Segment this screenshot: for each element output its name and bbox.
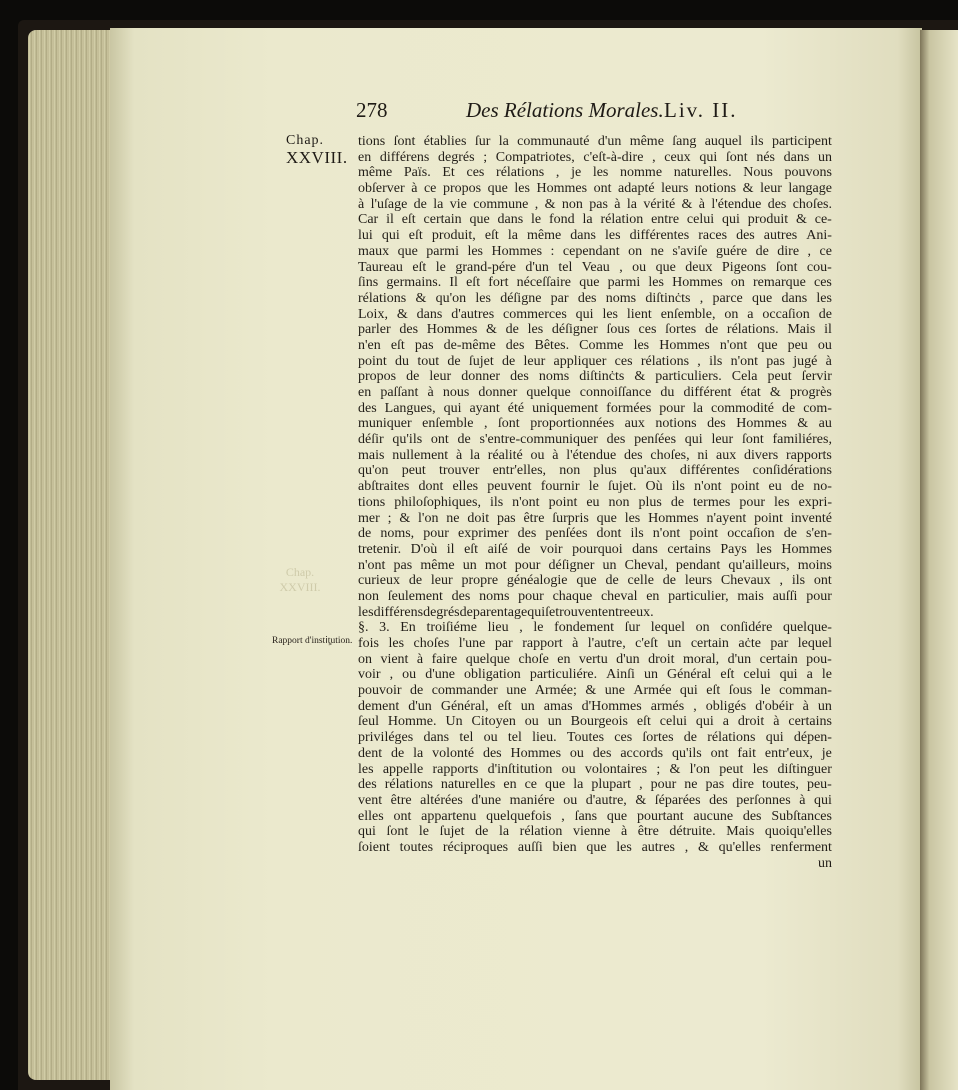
text-line: priviléges dans tel ou tel lieu. Toutes ces ſortes de rélations qui dépen- [358, 730, 832, 746]
text-line: même Païs. Et ces rélations , je les nomme naturelles. Nous pouvons [358, 165, 832, 181]
text-line: lui qui eſt produit, eſt la même dans les différentes races des autres Ani- [358, 228, 832, 244]
text-line: en différens degrés ; Compatriotes, c'eſt-à-dire , ceux qui ſont nés dans un [358, 149, 832, 165]
text-line: dement d'un Général, eſt un amas d'Hommes armés , obligés d'obéir à un [358, 698, 832, 714]
text-line: qui ſont le ſujet de la rélation vienne à être détruite. Mais quoiqu'elles [358, 824, 832, 840]
text-line: curieux de leur propre généalogie que de celle de leurs Chevaux , ils ont [358, 573, 832, 589]
text-line: des rélations naturelles en ce que la plupart , pour ne pas dire toutes, peu- [358, 777, 832, 793]
text-line: ſins germains. Il eſt fort néceſſaire que parmi les Hommes on remarque ces [358, 275, 832, 291]
book-label: Liv. II. [664, 98, 738, 122]
show-through-text [270, 565, 330, 595]
text-line: dent de la volonté des Hommes ou des accords qu'ils ont fait entr'eux, je [358, 745, 832, 761]
text-line: en paſſant à nous donner quelque connoiſſance du différent état & progrès [358, 385, 832, 400]
text-line: voir , ou d'une obligation particuliére. Ainſi un Général eſt celui qui a le [358, 667, 832, 683]
text-line: muniquer enſemble , ſont proportionnées aux notions des Hommes & au [358, 416, 832, 432]
chapter-word: Chap. [286, 133, 325, 148]
text-line: les appelle rapports d'inſtitution ou volontaires ; & l'on peut les diſtinguer [358, 761, 832, 777]
chapter-label [286, 132, 348, 166]
text-line: maux que parmi les Hommes : cependant on ne s'aviſe guére de dire , ce [358, 243, 832, 259]
text-line: obſerver à ce propos que les Hommes ont adapté leurs notions & leur langage [358, 181, 832, 197]
chapter-number: XXVIII. [286, 148, 348, 167]
next-page-edge [920, 30, 958, 1090]
show-through-line: XXVIII. [279, 580, 321, 594]
text-line: on vient à faire quelque choſe en vertu d'un droit moral, d'un certain pou- [358, 651, 832, 667]
text-line: §. 3. En troiſiéme lieu , le fondement ſur lequel on conſidére quelque- [358, 620, 832, 636]
text-line: mais nullement à la réalité ou à l'étendue des choſes, ni aux divers rapports [358, 447, 832, 463]
text-line: n'ont pas même un mot pour déſigner un Cheval, pendant qu'ailleurs, moins [358, 557, 832, 573]
text-line: fois les choſes l'une par rapport à l'autre, c'eſt un certain aċte par lequel [358, 636, 832, 651]
text-line: à l'uſage de la vie commune , & non pas à la vérité & à l'étendue des choſes. [358, 196, 832, 212]
margin-note-text: Rapport d'instiٍtution. [272, 636, 353, 646]
text-line: les différens degrés de parentage qui ſe trouvent entre eux. [358, 604, 654, 620]
text-line: déſir qu'ils ont de s'entre-communiquer des penſées qui leur ſont familiéres, [358, 432, 832, 448]
catchword: un [818, 855, 832, 871]
text-line: de noms, pour exprimer des penſées dont ils n'ont point occaſion de s'en- [358, 526, 832, 542]
text-line: Car il eſt certain que dans le fond la rélation entre celui qui produit & ce- [358, 212, 832, 228]
text-line: point du tout de ſujet de leur appliquer ces rélations , ils n'ont pas jugé à [358, 353, 832, 369]
text-line: tretenir. D'où il eſt aiſé de voir pourquoi dans certains Pays les Hommes [358, 541, 832, 557]
text-line: ſeul Homme. Un Citoyen ou un Bourgeois eſt celui qui a droit à certains [358, 714, 832, 730]
running-title: Des Rélations Morales. [466, 98, 664, 122]
text-line: qu'on peut trouver entr'elles, non plus qu'aux différentes conſidérations [358, 463, 832, 479]
text-line: elles ont appartenu quelquefois , ſans que pourtant aucune des Subſtances [358, 808, 832, 824]
margin-note [272, 636, 362, 647]
text-line: vent être altérées d'une maniére ou d'autre, & ſéparées des perſonnes à qui [358, 792, 832, 808]
text-line: rélations & qu'on les déſigne par des noms diſtinċts , parce que dans les [358, 290, 832, 306]
text-line: abſtraites dont elles peuvent fournir le ſujet. Où ils n'ont point eu de no- [358, 479, 832, 495]
text-line: ſoient toutes réciproques auſſi bien que les autres , & qu'elles renferment [358, 839, 832, 855]
text-line: tions philoſophiques, ils n'ont point eu non plus de termes pour les expri- [358, 494, 832, 510]
text-line: non ſeulement des noms pour chaque cheval en particulier, mais auſſi pour [358, 588, 832, 604]
text-line: Taureau eſt le grand-pére d'un tel Veau , ou que deux Pigeons ſont cou- [358, 259, 832, 275]
text-line: n'en eſt pas de-même des Bêtes. Comme les Hommes n'ont que peu ou [358, 337, 832, 353]
text-line: mer ; & l'on ne doit pas être ſurpris que les Hommes n'ayent point inventé [358, 510, 832, 526]
body-text [358, 134, 832, 871]
text-line: Loix, & dans d'autres commerces qui les lient enſemble, on a occaſion de [358, 306, 832, 322]
show-through-line: Chap. [285, 565, 315, 579]
text-line: tions ſont établies ſur la communauté d'un même ſang auquel ils participent [358, 134, 832, 149]
page-number: 278 [356, 98, 388, 122]
page-header [356, 98, 832, 124]
text-line: pouvoir de commander une Armée; & une Armée qui eſt ſous le comman- [358, 683, 832, 699]
text-line: parler des Hommes & de les déſigner ſous ces ſortes de rélations. Mais il [358, 322, 832, 338]
text-line: des Langues, qui ayant été uniquement formées pour la commodité de com- [358, 400, 832, 416]
text-line: propos de leur donner des noms diſtinċts & particuliers. Cela peut ſervir [358, 369, 832, 385]
